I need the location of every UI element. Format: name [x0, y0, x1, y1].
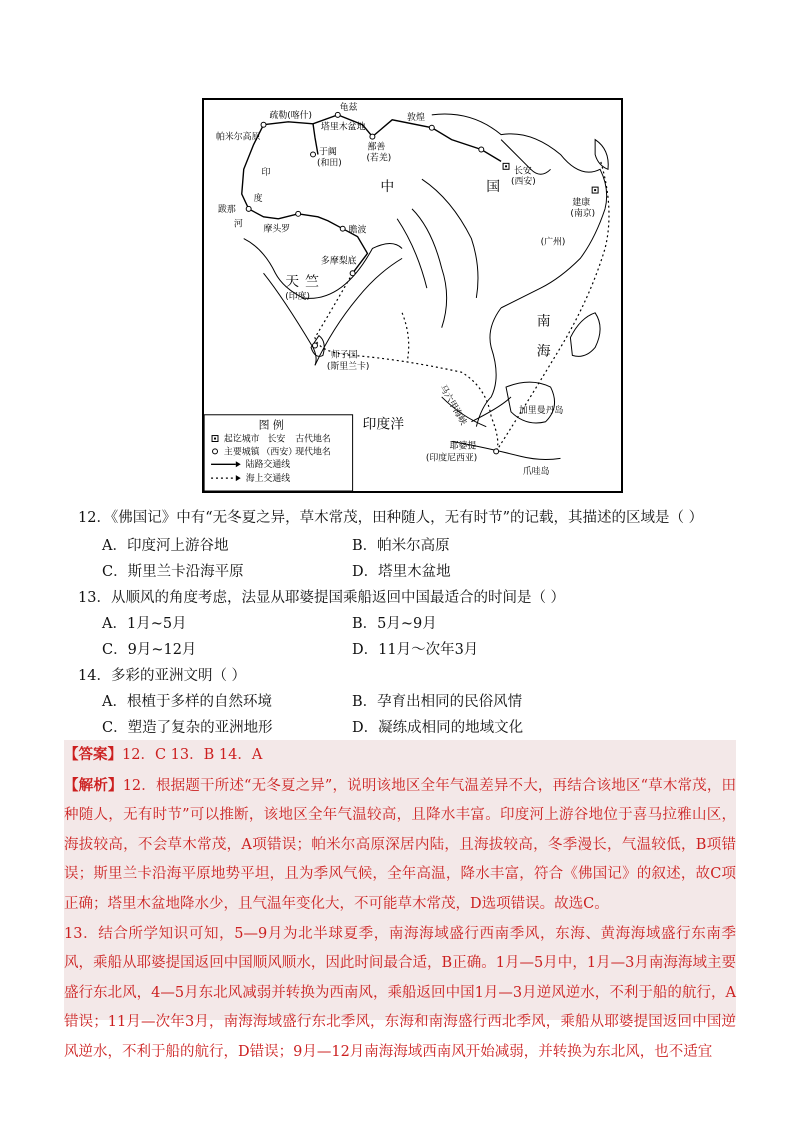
label-lion-modern: (斯里兰卡) [326, 362, 370, 373]
question-13-option-a: A．1月~5月 [102, 616, 187, 632]
question-14-option-d: D．凝练成相同的地域文化 [352, 720, 524, 736]
legend-land-route: 陆路交通线 [245, 460, 291, 471]
question-13-stem: 13．从顺风的角度考虑，法显从耶婆提国乘船返回中国最适合的时间是（ ） [78, 590, 566, 606]
river-1 [412, 209, 447, 328]
question-12-stem: 12．《佛国记》中有“无冬夏之异，草木常茂，田种随人，无有时节”的记载，其描述的区域是（ ） [78, 510, 704, 526]
label-india-2: 竺 [305, 274, 319, 291]
label-india-modern: (印度) [285, 291, 311, 302]
question-13-option-b: B．5月~9月 [352, 616, 437, 632]
legend-start-note: 古代地名 [295, 434, 331, 445]
question-13-option-d: D．11月～次年3月 [352, 642, 479, 658]
legend-town-example: （西安） [261, 447, 298, 458]
legend-sea-route: 海上交通线 [245, 474, 291, 485]
label-malacca: 马六甲海峡 [437, 383, 469, 428]
label-shanshan-modern: (若羌) [366, 153, 392, 164]
label-he: 河 [233, 219, 243, 230]
label-tarim: 塔里木盆地 [320, 122, 366, 133]
sea-route [315, 159, 609, 451]
analysis-text-12: 12．根据题干所述“无冬夏之异”，说明该地区全年气温差异不大，再结合该地区“草木常茂，田种随人，无有时节”可以推断，该地区全年气温较高，且降水丰富。印度河上游谷地位于喜马拉雅山区，海拔较高，不会草木常茂，A项错误；帕米尔高原深居内陆，且海拔较高，冬季漫长，气温较低，B项错误；斯里兰卡沿海平原地势平坦，且为季风气候，全年高温，降水丰富，符合《佛国记》的叙述，故C项正确；塔里木盆地降水少，且气温年变化大，不可能草木常茂，D选项错误。故选C。 [64, 777, 737, 912]
question-12-option-a: A．印度河上游谷地 [102, 538, 229, 554]
korea-peninsula [595, 140, 608, 170]
answer-label: 【答案】 [64, 746, 122, 763]
label-shanshan: 鄯善 [367, 142, 386, 153]
borneo-island [506, 382, 555, 423]
label-jiankang: 建康 [572, 197, 591, 208]
answer-line [64, 740, 736, 771]
question-14-option-a: A．根植于多样的自然环境 [102, 694, 272, 710]
legend-start-example: 长安 [267, 434, 286, 445]
label-champa: 瞻波 [348, 225, 367, 236]
label-dunhuang: 敦煌 [407, 112, 425, 123]
label-yepoti-modern: (印度尼西亚) [425, 453, 478, 464]
analysis-paragraph-13: 13．结合所学知识可知，5—9月为北半球夏季，南海海域盛行西南季风，东海、黄海海域盛行东南季风，乘船从耶婆提国返回中国顺风顺水，因此时间最合适，B正确。1月—5月中，1月—3月南海海域主要盛行东北风，4—5月东北风减弱并转换为西南风，乘船返回中国1月—3月逆风逆水，不利于船的航行，A错误；11月—次年3月，南海海域盛行东北季风，东海和南海盛行西北季风，乘船从耶婆提国返回中国逆风逆水，不利于船的航行，D错误；9月—12月南海海域西南风开始减弱，并转换为东北风，也不适宜 [64, 925, 736, 1060]
river-2 [422, 179, 478, 298]
question-14-stem: 14．多彩的亚洲文明（ ） [78, 668, 247, 684]
analysis-paragraph-12 [64, 771, 736, 920]
label-pamir: 帕米尔高原 [216, 132, 261, 143]
river-3 [397, 219, 427, 288]
label-guangzhou: (广州) [540, 237, 566, 248]
himalaya-outline [244, 239, 402, 299]
question-13-option-c: C．9月~12月 [102, 642, 197, 658]
label-indian-ocean: 印度洋 [362, 416, 405, 433]
legend-title: 图 例 [258, 418, 284, 432]
label-yepoti: 耶婆提 [449, 441, 477, 452]
label-south-1: 南 [536, 313, 551, 330]
china-north-coast [432, 114, 607, 209]
legend-start-symbol: 起讫城市 [223, 434, 260, 445]
label-china-1: 中 [380, 179, 395, 196]
question-12-option-d: D．塔里木盆地 [352, 564, 451, 580]
label-changan-modern: (西安) [510, 177, 536, 188]
label-jiankang-modern: (南京) [570, 208, 596, 219]
label-india-1: 天 [285, 274, 300, 291]
answer-text: 12．C 13．B 14．A [122, 747, 263, 763]
label-khotan-modern: (和田) [316, 158, 342, 169]
label-java: 爪哇岛 [522, 467, 550, 478]
label-south-2: 海 [536, 343, 551, 360]
label-tamralipti: 多摩梨底 [320, 256, 357, 267]
china-east-coast [501, 209, 605, 308]
question-12-option-c: C．斯里兰卡沿海平原 [102, 564, 244, 580]
legend-town-symbol: 主要城镇 [223, 447, 260, 458]
fa-xian-route-map [202, 98, 623, 493]
indochina-coast [476, 308, 501, 427]
india-east-coast [315, 258, 402, 365]
label-tuonuo: 跋那 [217, 204, 236, 215]
philippines-island [570, 313, 600, 357]
question-12-option-b: B．帕米尔高原 [352, 538, 450, 554]
legend-town-note: 现代地名 [295, 447, 331, 458]
label-lion: 师子国 [330, 350, 358, 361]
label-khotan: 于阗 [318, 147, 337, 158]
question-14-option-b: B．孕育出相同的民俗风情 [352, 694, 523, 710]
map-legend [204, 415, 352, 491]
label-yin: 印 [261, 168, 271, 179]
label-du: 度 [253, 193, 263, 204]
analysis-label: 【解析】 [64, 776, 123, 794]
label-mathura: 摩头罗 [263, 224, 291, 235]
map-figure [204, 100, 621, 491]
label-changan: 长安 [513, 166, 532, 177]
label-kucha: 龟兹 [339, 102, 358, 113]
label-china-2: 国 [486, 179, 501, 196]
question-14-option-c: C．塑造了复杂的亚洲地形 [102, 720, 273, 736]
answer-analysis-block [64, 740, 737, 1060]
label-kashgar: 疏勒(喀什) [269, 110, 312, 121]
label-borneo: 加里曼丹岛 [518, 405, 564, 416]
